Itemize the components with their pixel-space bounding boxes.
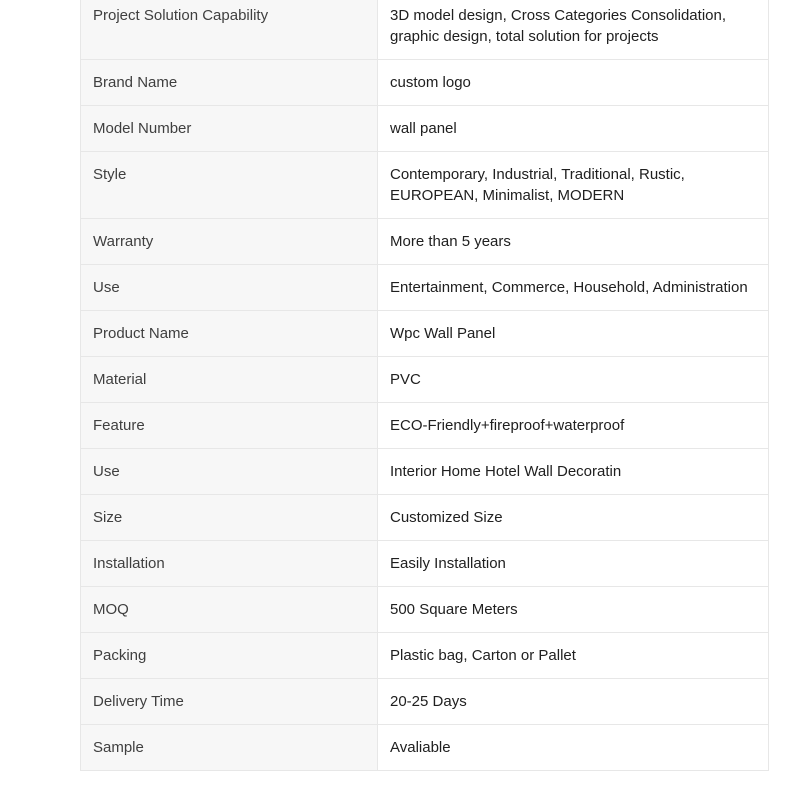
table-row <box>81 357 769 403</box>
table-row <box>81 587 769 633</box>
spec-value <box>378 541 769 587</box>
spec-value-text: Avaliable <box>390 739 451 756</box>
spec-value <box>378 152 769 219</box>
spec-label: Model Number <box>81 106 378 152</box>
spec-label: MOQ <box>81 587 378 633</box>
spec-label: Project Solution Capability <box>81 0 378 60</box>
spec-value-text: 3D model design, Cross Categories Consolidation, graphic design, total solution for projects <box>390 7 727 45</box>
spec-value-text: Wpc Wall Panel <box>390 325 496 342</box>
table-row <box>81 265 769 311</box>
spec-value <box>378 449 769 495</box>
table-row <box>81 495 769 541</box>
spec-value-text: 500 Square Meters <box>390 601 518 618</box>
table-row <box>81 541 769 587</box>
spec-value <box>378 357 769 403</box>
table-row <box>81 60 769 106</box>
spec-label: Use <box>81 449 378 495</box>
spec-value-text: More than 5 years <box>390 233 511 250</box>
spec-label: Feature <box>81 403 378 449</box>
table-row <box>81 0 769 60</box>
spec-label: Packing <box>81 633 378 679</box>
spec-value <box>378 219 769 265</box>
spec-value <box>378 60 769 106</box>
spec-value-text: 20-25 Days <box>390 693 467 710</box>
spec-label: Brand Name <box>81 60 378 106</box>
spec-label: Sample <box>81 725 378 771</box>
table-row <box>81 106 769 152</box>
product-spec-table <box>80 0 769 771</box>
spec-label: Delivery Time <box>81 679 378 725</box>
spec-value-text: Customized Size <box>390 509 503 526</box>
spec-value-text: custom logo <box>390 74 471 91</box>
spec-label: Style <box>81 152 378 219</box>
table-row <box>81 403 769 449</box>
spec-value <box>378 106 769 152</box>
spec-value <box>378 587 769 633</box>
table-row <box>81 679 769 725</box>
spec-label: Installation <box>81 541 378 587</box>
spec-value <box>378 311 769 357</box>
spec-value-text: wall panel <box>390 120 457 137</box>
spec-value-text: PVC <box>390 371 421 388</box>
table-row <box>81 449 769 495</box>
spec-value-text: Interior Home Hotel Wall Decoratin <box>390 463 622 480</box>
spec-label: Material <box>81 357 378 403</box>
table-row <box>81 725 769 771</box>
spec-value-text: ECO-Friendly+fireproof+waterproof <box>390 417 625 434</box>
table-row <box>81 633 769 679</box>
spec-value-text: Plastic bag, Carton or Pallet <box>390 647 576 664</box>
table-row <box>81 152 769 219</box>
spec-value-text: Entertainment, Commerce, Household, Administration <box>390 279 748 296</box>
spec-value <box>378 679 769 725</box>
spec-value-text: Contemporary, Industrial, Traditional, Rustic, EUROPEAN, Minimalist, MODERN <box>390 166 685 204</box>
spec-value <box>378 495 769 541</box>
spec-value <box>378 633 769 679</box>
spec-label: Use <box>81 265 378 311</box>
table-row <box>81 219 769 265</box>
table-row <box>81 311 769 357</box>
spec-value-text: Easily Installation <box>390 555 506 572</box>
spec-label: Warranty <box>81 219 378 265</box>
spec-value <box>378 403 769 449</box>
spec-value <box>378 265 769 311</box>
spec-value <box>378 0 769 60</box>
spec-label: Product Name <box>81 311 378 357</box>
spec-label: Size <box>81 495 378 541</box>
spec-value <box>378 725 769 771</box>
